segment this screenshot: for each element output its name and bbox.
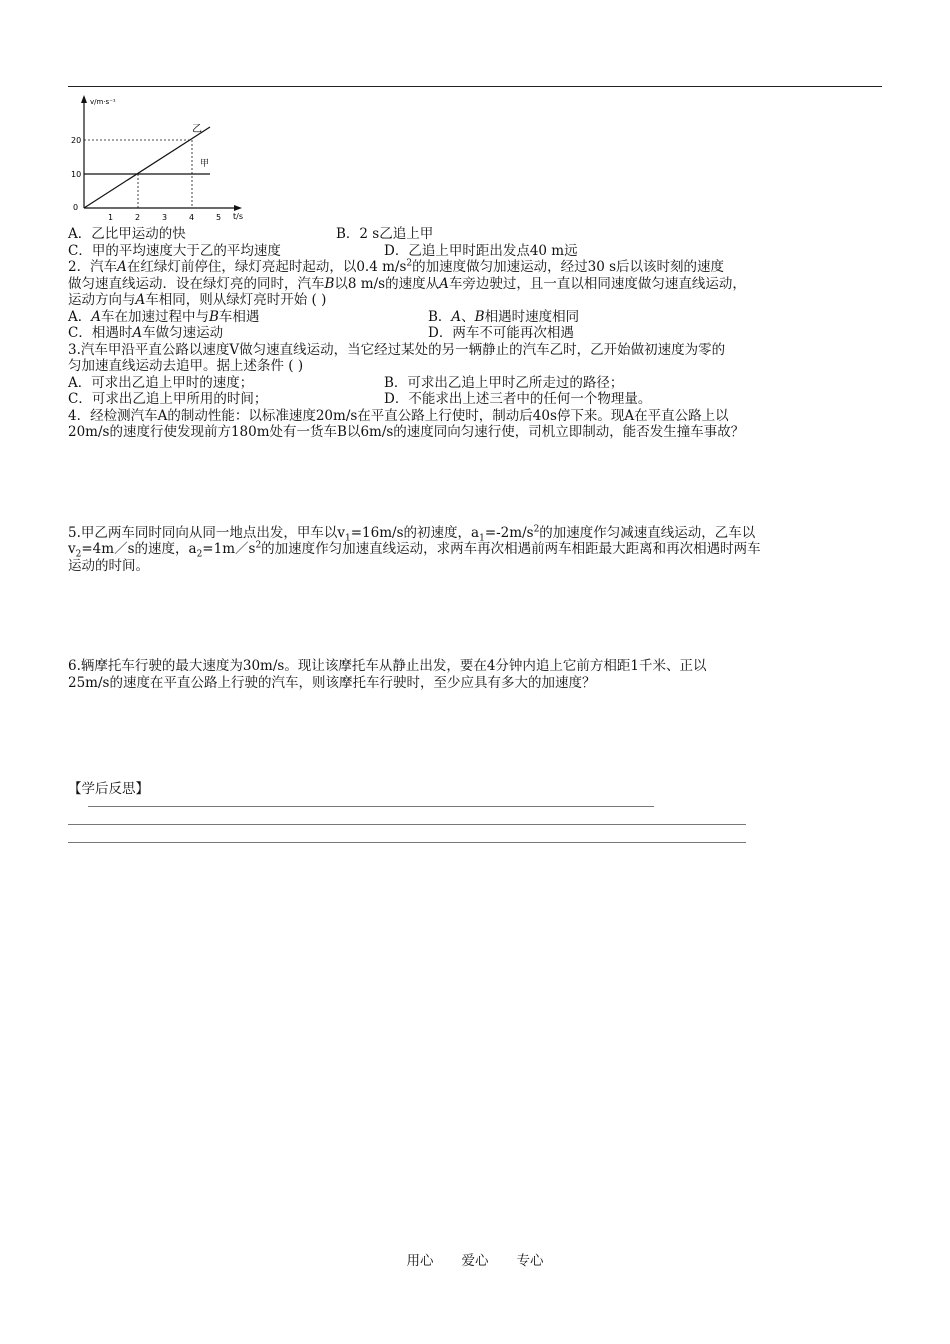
- q1-option-a: A．乙比甲运动的快: [68, 226, 186, 242]
- y-tick-0: 0: [73, 203, 79, 212]
- q2-options-row2: [68, 325, 882, 342]
- q3-option-c: C．可求出乙追上甲所用的时间；: [68, 391, 268, 407]
- series-jia-label: 甲: [200, 159, 210, 169]
- x-tick-5: 5: [216, 213, 222, 222]
- q6-answer-space: [68, 691, 882, 775]
- x-tick-4: 4: [189, 213, 195, 222]
- q4-stem-line1: 4．经检测汽车A的制动性能：以标准速度20m/s在平直公路上行使时，制动后40s停下来。现A在平直公路上以: [68, 407, 729, 424]
- x-tick-1: 1: [108, 213, 114, 222]
- q1-option-d: D．乙追上甲时距出发点40 m远: [384, 242, 578, 259]
- x-axis-label: t/s: [233, 212, 243, 221]
- y-axis-arrow: [81, 95, 87, 103]
- reflection-title: 【学后反思】: [68, 781, 149, 797]
- y-tick-10: 10: [71, 170, 82, 179]
- footer-word-2: 爱心: [461, 1253, 489, 1269]
- q6-stem-line1: 6.辆摩托车行驶的最大速度为30m/s。现让该摩托车从静止出发，要在4分钟内追上它前方相距1千米、正以: [68, 658, 707, 674]
- q4-answer-space: [68, 441, 882, 525]
- q5-answer-space: [68, 574, 882, 658]
- q3-options-row1: [68, 375, 882, 392]
- q5-stem-line3: 运动的时间。: [68, 557, 149, 574]
- footer-word-1: 用心: [406, 1253, 434, 1269]
- q1-option-c: C．甲的平均速度大于乙的平均速度: [68, 242, 281, 259]
- page-footer: [0, 1249, 950, 1269]
- q2-option-d: D．两车不可能再次相遇: [428, 325, 574, 341]
- q3-stem-line1: 3.汽车甲沿平直公路以速度V做匀速直线运动，当它经过某处的另一辆静止的汽车乙时，乙开始做初速度为零的: [68, 341, 726, 358]
- q2-option-b: B．A、B相遇时速度相同: [428, 308, 580, 325]
- reflection-line-1: [88, 806, 654, 807]
- series-yi-label: 乙: [192, 124, 202, 135]
- q2-stem-line3: 运动方向与A车相同，则从绿灯亮时开始 ( ): [68, 292, 327, 308]
- x-tick-3: 3: [162, 213, 168, 222]
- q3-option-b: B．可求出乙追上甲时乙所走过的路径；: [384, 374, 624, 391]
- q1-options-row2: [68, 243, 882, 260]
- q5-stem-line1: 5.甲乙两车同时同向从同一地点出发，甲车以$v_1=16m/s$的初速度，$a_1=-2m/s^2$的加速度作匀减速直线运动，乙车以: [68, 524, 756, 544]
- reflection-line-2: [68, 824, 746, 825]
- velocity-time-graph: [62, 92, 262, 222]
- worksheet-content: [68, 226, 882, 843]
- q2-stem-line1: 2．汽车A在红绿灯前停住，绿灯亮起时起动，以0.4 $m/s^2$的加速度做匀加速运动，经过30 s后以该时刻的速度: [68, 258, 725, 275]
- q1-options-row1: [68, 226, 882, 243]
- q3-option-a: A．可求出乙追上甲时的速度；: [68, 374, 254, 391]
- q3-options-row2: [68, 391, 882, 408]
- q2-options-row1: [68, 309, 882, 326]
- q2-stem-line2: 做匀速直线运动．设在绿灯亮的同时，汽车B以8 m/s的速度从A车旁边驶过，且一直以相同速度做匀速直线运动，: [68, 275, 746, 292]
- header-rule: [68, 86, 882, 87]
- series-yi-line: [84, 127, 210, 208]
- q3-stem-line2: 匀加速直线运动去追甲。据上述条件 ( ): [68, 358, 304, 374]
- q3-option-d: D．不能求出上述三者中的任何一个物理量。: [384, 391, 652, 407]
- q4-stem-line2: 20m/s的速度行使发现前方180m处有一货车B以6m/s的速度同向匀速行使，司机立即制动，能否发生撞车事故？: [68, 424, 745, 440]
- y-axis-label: v/m·s⁻¹: [90, 98, 116, 106]
- q1-option-b: B．2 s乙追上甲: [336, 226, 434, 242]
- reflection-line-3: [68, 842, 746, 843]
- q6-stem-line2: 25m/s的速度在平直公路上行驶的汽车，则该摩托车行驶时，至少应具有多大的加速度？: [68, 674, 596, 691]
- x-tick-2: 2: [135, 213, 141, 222]
- y-tick-20: 20: [71, 136, 82, 145]
- x-axis-arrow: [234, 205, 242, 211]
- footer-word-3: 专心: [516, 1253, 544, 1269]
- q2-option-a: A．A车在加速过程中与B车相遇: [68, 308, 260, 325]
- q2-option-c: C．相遇时A车做匀速运动: [68, 325, 224, 341]
- q5-stem-line2: $v_2=4m/s$的速度，$a_2=1m/s^2$的加速度作匀加速直线运动，求两车再次相遇前两车相距最大距离和再次相遇时两车: [68, 540, 761, 560]
